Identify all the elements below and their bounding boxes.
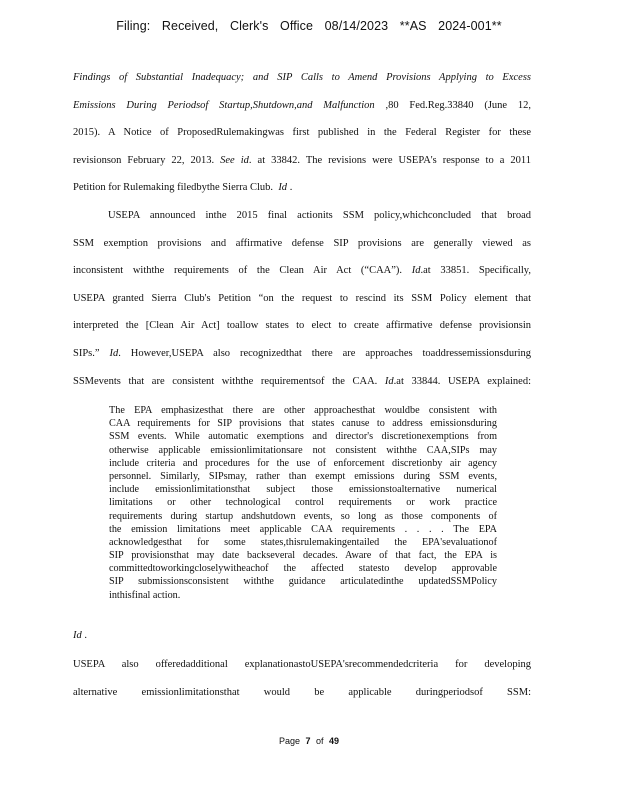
text-line [73,92,531,120]
quote-line: SIP provisionsthat may date backseveral decades. Aware of that fact, the EPA is [109,550,497,562]
quote-line: inthisfinal action. [109,589,181,601]
total-pages: 49 [329,736,340,746]
quote-line: CAA requirements for SIP provisions that states canuse to address emissionsduring [109,418,497,430]
text-line: USEPA granted Sierra Club's Petition “on the request to rescind its SSM Policy element that [73,292,531,304]
text-line: inconsistent withthe requirements of the Clean Air Act (“CAA”). Id.at 33851. Specifically, [73,265,531,277]
text-line: SSMevents that are consistent withthe requirementsof the CAA. Id.at 33844. USEPA explained: [73,375,531,387]
text-line [73,64,531,92]
id-citation: Id [278,182,288,194]
id-citation: Id [411,265,421,277]
id-citation: id [240,154,249,166]
page-footer [0,736,618,746]
quote-line: requirements during startup andshutdown events, so long as those components of [109,510,497,522]
citation-reporter: ,80 Fed.Reg.33840 (June 12, [385,99,531,111]
quote-line: SIP submissionsconsistent withthe guidance articulatedinthe updatedSSMPolicy [109,576,497,588]
quote-line: acknowledgesthat for some states,thisrulemakingentailed the EPA'sevaluationof [109,536,497,548]
quote-line: include criteria and procedures for the use of enforcement discretionby air agency [109,457,497,469]
text-line: Petition for Rulemaking filedbythe Sierra Club. Id . [73,182,293,194]
quote-line: limitations or other technological control requirements or work practice [109,497,497,509]
block-quote [109,404,497,602]
text-line: USEPA announced inthe 2015 final actionits SSM policy,whichconcluded that broad [108,209,531,221]
id-citation: Id [109,347,119,359]
quote-line: otherwise applicable emissionlimitationsare not consistent withthe CAA,SIPs may [109,444,497,456]
quote-line: SSM events. While automatic exemptions and director's discretionexemptions from [109,431,497,443]
of-label: of [316,736,324,746]
text-line: SSM exemption provisions and affirmative defense SIP provisions are generally viewed as [73,237,531,249]
text-line: 2015). A Notice of ProposedRulemakingwas first published in the Federal Register for these [73,127,531,139]
page-label: Page [278,736,300,746]
body-text [73,64,531,395]
quote-citation: Id . [73,630,87,641]
quote-line: include emissionlimitationsthat subject those emissionstoalternative numerical [109,484,497,496]
text-line: interpreted the [Clean Air Act] toallow states to elect to create affirmative defense provisionsin [73,320,531,332]
text-line: SIPs.” Id. However,USEPA also recognizedthat there are approaches toaddressemissionsduring [73,347,531,359]
quote-line: The EPA emphasizesthat there are other approachesthat wouldbe consistent with [109,405,497,416]
id-citation: Id [73,630,82,641]
quote-line: personnel. Similarly, SIPsmay, rather than exempt emissions during SSM events, [109,470,497,482]
signal-see: See [220,154,235,166]
text-line: revisionson February 22, 2013. See id. at 33842. The revisions were USEPA's response to a 2011 [73,154,531,166]
citation-title-italic: Findings of Substantial Inadequacy; and SIP Calls to Amend Provisions Applying to Excess [73,72,531,83]
filing-stamp-header: Filing: Received, Clerk's Office 08/14/2023 **AS 2024-001** [116,19,502,33]
id-citation: Id [384,375,394,387]
text-line: alternative emissionlimitationsthat would be applicable duringperiodsof SSM: [73,686,531,698]
body-text-continued [73,623,531,706]
page-number: 7 [305,736,311,746]
citation-title-italic: Emissions During Periodsof Startup,Shutdown,and Malfunction [73,99,375,111]
text-line: USEPA also offeredadditional explanationastoUSEPA'srecommendedcriteria for developing [73,659,531,670]
quote-line: committedtoworkingcloselywitheachof the affected statesto develop approvable [109,563,497,575]
quote-line: the emission limitations meet applicable CAA requirements . . . . The EPA [109,523,497,535]
